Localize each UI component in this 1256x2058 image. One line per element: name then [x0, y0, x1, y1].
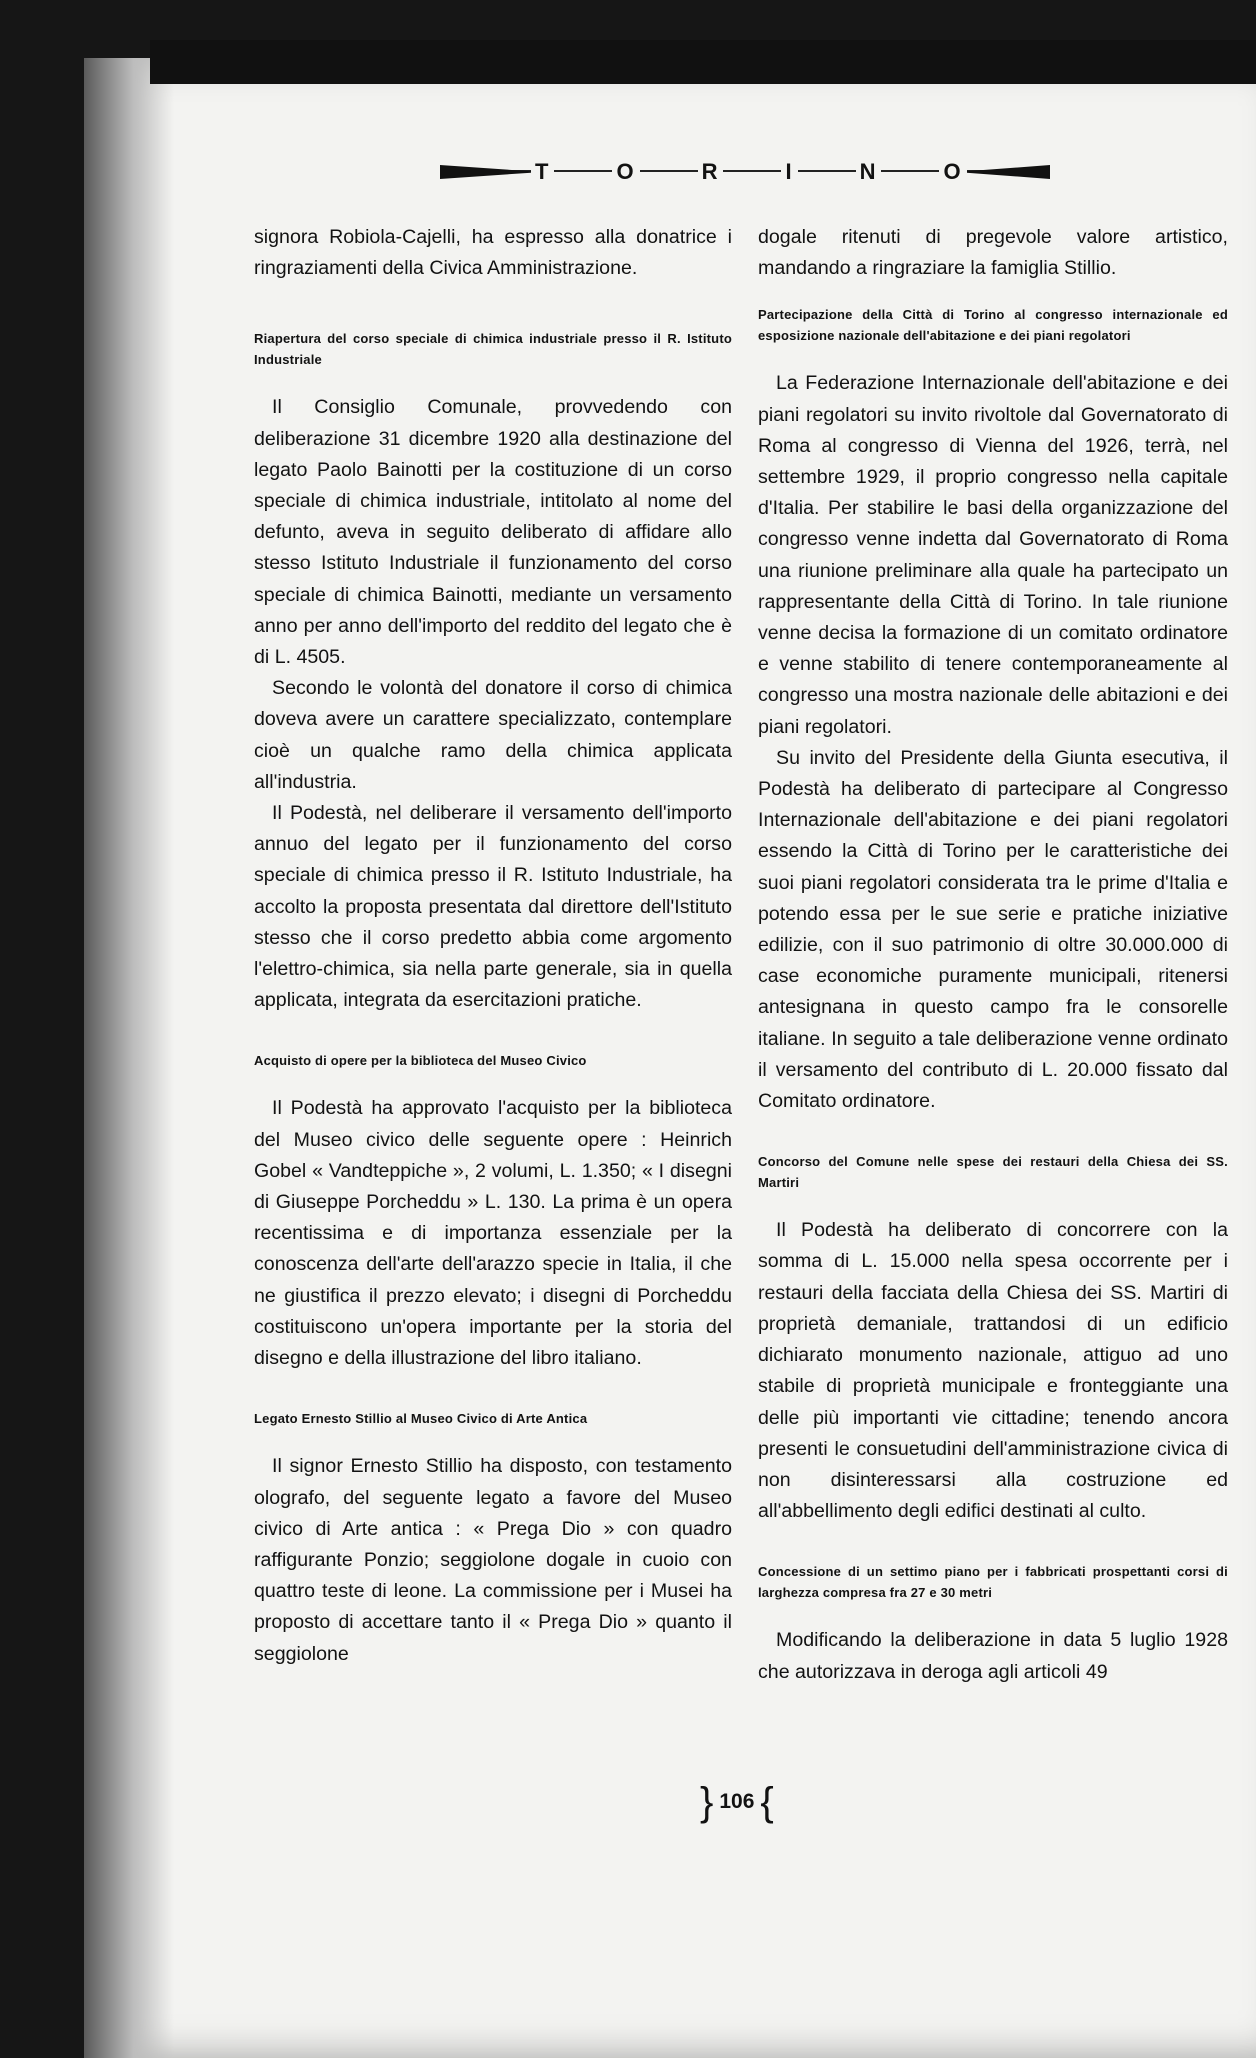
continued-paragraph: dogale ritenuti di pregevole valore artistico, mandando a ringraziare la famiglia Stillio. [758, 226, 1228, 280]
section-heading: Partecipazione della Città di Torino al congresso internazionale ed esposizione nazionale dell'abitazione e dei piani regolatori [758, 307, 1228, 344]
running-title-letter: I [781, 159, 797, 185]
section-heading: Concessione di un settimo piano per i fabbricati prospettanti corsi di larghezza compresa fra 27 e 30 metri [758, 1564, 1228, 1601]
page-number-ornament-right: { [760, 1780, 774, 1824]
scan-border-top [150, 40, 1256, 84]
paragraph: La Federazione Internazionale dell'abitazione e dei piani regolatori su invito rivoltole dal Governatorato di Roma al congresso di Vienna del 1926, terrà, nel settembre 1929, il proprio congresso nella capitale d'Italia. Per stabilire le basi della organizzazione del congresso venne indetta dal Governatorato di Roma una riunione preliminare alla quale ha partecipato un rappresentante della Città di Torino. In tale riunione venne decisa la formazione di un comitato ordinatore e venne stabilito di tenere contemporaneamente al congresso una mostra nazionale delle abitazioni e dei piani regolatori. [758, 372, 1228, 738]
section-heading: Riapertura del corso speciale di chimica industriale presso il R. Istituto Industriale [254, 331, 732, 368]
paragraph: Secondo le volontà del donatore il corso di chimica doveva avere un carattere specializzato, contemplare cioè un qualche ramo della chimica applicata all'industria. [254, 677, 732, 793]
running-title-letter: O [939, 159, 966, 185]
section-heading: Acquisto di opere per la biblioteca del Museo Civico [254, 1053, 587, 1069]
header-ornament-left [440, 165, 531, 179]
running-title-letter: R [698, 159, 724, 185]
running-title-letter: N [856, 159, 882, 185]
running-header [440, 158, 1050, 186]
left-column [254, 222, 732, 1670]
running-title-letter: O [612, 159, 639, 185]
section-heading: Concorso del Comune nelle spese dei restauri della Chiesa dei SS. Martiri [758, 1154, 1228, 1191]
paragraph: Il Consiglio Comunale, provvedendo con deliberazione 31 dicembre 1920 alla destinazione del legato Paolo Bainotti per la costituzione di un corso speciale di chimica industriale, intitolato al nome del defunto, aveva in seguito deliberato di affidare allo stesso Istituto Industriale il funzionamento del corso speciale di chimica Bainotti, mediante un versamento anno per anno dell'importo del reddito del legato che è di L. 4505. [254, 396, 732, 669]
paragraph: Il Podestà ha deliberato di concorrere con la somma di L. 15.000 nella spesa occorrente per i restauri della facciata della Chiesa dei SS. Martiri di proprietà demaniale, trattandosi di un edificio dichiarato monumento nazionale, attiguo ad uno stabile di proprietà municipale e fronteggiante una delle più importanti vie cittadine; tenendo ancora presenti le consuetudini dell'amministrazione civica di non disinteressarsi alla costruzione ed all'abbellimento degli edifici destinati al culto. [758, 1219, 1228, 1523]
header-ornament-right [967, 165, 1050, 179]
paragraph: Il Podestà ha approvato l'acquisto per la biblioteca del Museo civico delle seguente opere : Heinrich Gobel « Vandteppiche », 2 volumi, L. 1.350; « I disegni di Giuseppe Porcheddu » L. 130. La prima è un opera recentissima e di importanza essenziale per la conoscenza dell'arte dell'arazzo specie in Italia, il che ne giustifica il prezzo elevato; i disegni di Porcheddu costituiscono un'opera importante per la storia del disegno e della illustrazione del libro italiano. [254, 1097, 732, 1370]
continued-paragraph: signora Robiola-Cajelli, ha espresso alla donatrice i ringraziamenti della Civica Amministrazione. [254, 226, 732, 280]
right-column [758, 222, 1228, 1688]
page-number [700, 1782, 774, 1822]
paragraph: Il signor Ernesto Stillio ha disposto, con testamento olografo, del seguente legato a favore del Museo civico di Arte antica : « Prega Dio » con quadro raffigurante Ponzio; seggiolone dogale in cuoio con quattro teste di leone. La commissione per i Musei ha proposto di accettare tanto il « Prega Dio » quanto il seggiolone [254, 1455, 732, 1665]
paragraph: Modificando la deliberazione in data 5 luglio 1928 che autorizzava in deroga agli articoli 49 [758, 1629, 1228, 1683]
section-heading: Legato Ernesto Stillio al Museo Civico di Arte Antica [254, 1411, 588, 1427]
paragraph: Su invito del Presidente della Giunta esecutiva, il Podestà ha deliberato di partecipare al Congresso Internazionale dell'abitazione e dei piani regolatori essendo la Città di Torino per le caratteristiche dei suoi piani regolatori considerata tra le prime d'Italia e potendo essa per le sue serie e pratiche iniziative edilizie, con il suo patrimonio di oltre 30.000.000 di case economiche puramente municipali, ritenersi antesignana in questo campo fra le consorelle italiane. In seguito a tale deliberazione venne ordinato il versamento del contributo di L. 20.000 fissato dal Comitato ordinatore. [758, 746, 1228, 1113]
page-number-ornament-left: } [700, 1780, 714, 1824]
running-title [531, 159, 967, 185]
paragraph: Il Podestà, nel deliberare il versamento dell'importo annuo del legato per il funzionamento del corso speciale di chimica presso il R. Istituto Industriale, ha accolto la proposta presentata dal direttore dell'Istituto stesso che il corso predetto abbia come argomento l'elettro-chimica, sia nella parte generale, sia in quella applicata, integrata da esercitazioni pratiche. [254, 802, 732, 1012]
binding-shadow [84, 58, 174, 2058]
running-title-letter: T [531, 159, 554, 185]
page-number-value: 106 [719, 1790, 755, 1813]
